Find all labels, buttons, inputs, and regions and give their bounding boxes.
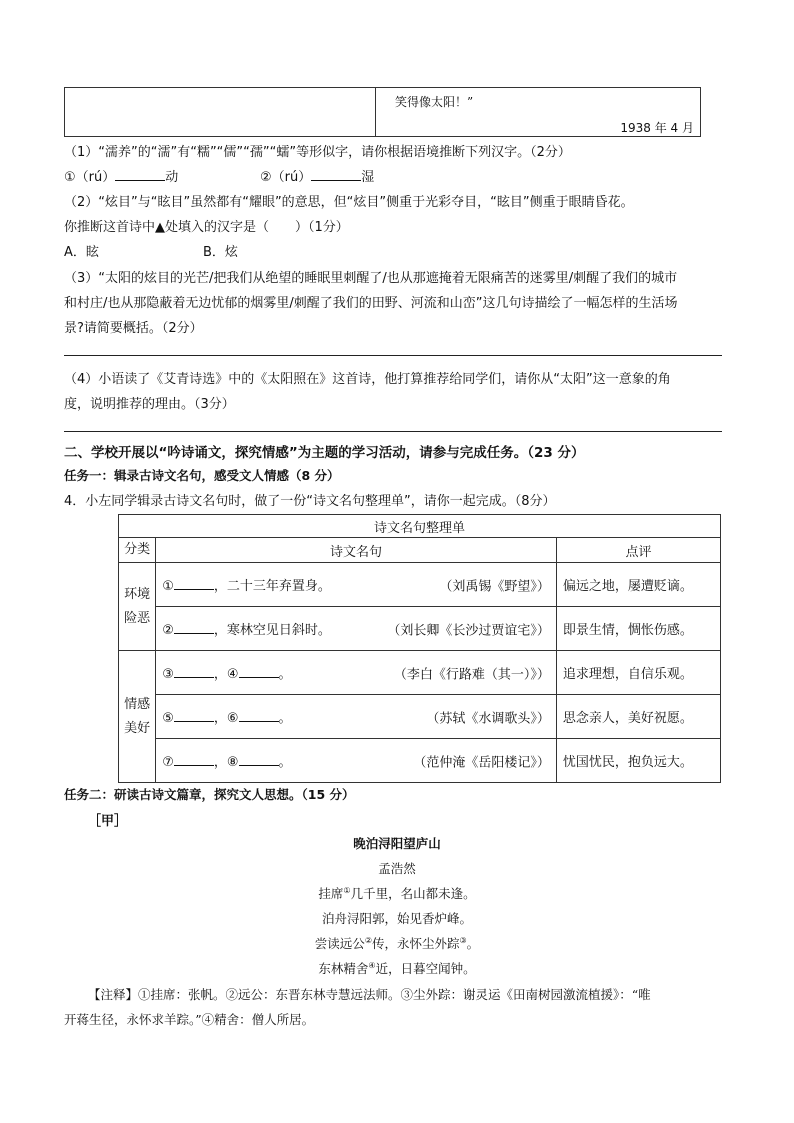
answer-blank[interactable] xyxy=(239,665,279,678)
q1-item2: ②（rú） 湿 xyxy=(260,170,375,185)
q3-line3: 景?请简要概括。（2分） xyxy=(64,321,203,336)
poem-title: 晚泊浔阳望庐山 xyxy=(353,836,441,851)
passage-label: ［甲］ xyxy=(88,814,128,829)
answer-blank[interactable] xyxy=(174,665,214,678)
sentence-cell: ② ，寒林空见日斜时。 （刘长卿《长沙过贾谊宅》） xyxy=(156,607,557,651)
sentence-cell: ⑤ ，⑥ 。 （苏轼《水调歌头》） xyxy=(156,695,557,739)
poem-author: 孟浩然 xyxy=(378,861,416,876)
poem-line-1: 挂席①几千里，名山都未逢。 xyxy=(318,885,476,901)
poem-date: 1938 年 4 月 xyxy=(620,121,694,135)
table-title: 诗文名句整理单 xyxy=(119,515,721,538)
q2-option-b[interactable]: B．炫 xyxy=(203,245,238,260)
table-row xyxy=(119,695,721,739)
task1-heading: 任务一：辑录古诗文名句，感受文人情感（8 分） xyxy=(64,468,340,483)
q1-text: （1）“濡养”的“濡”有“糯”“儒”“孺”“蠕”等形似字，请你根据语境推断下列汉字。（2分） xyxy=(64,145,571,160)
answer-blank[interactable] xyxy=(174,709,214,722)
source-text: （刘禹锡《野望》） xyxy=(439,579,550,594)
table-row xyxy=(119,739,721,783)
comment-cell: 思念亲人，美好祝愿。 xyxy=(556,695,720,739)
task2-heading: 任务二：研读古诗文篇章，探究文人思想。（15 分） xyxy=(64,787,355,802)
continued-poem-table xyxy=(64,87,701,137)
q3-line2: 和村庄/也从那隐蔽着无边忧郁的烟雾里/刺醒了我们的田野、河流和山峦”这几句诗描绘了一幅怎样的生活场 xyxy=(64,296,678,311)
header-category: 分类 xyxy=(119,538,156,563)
answer-blank[interactable] xyxy=(239,753,279,766)
q2-line1: （2）“炫目”与“眩目”虽然都有“耀眼”的意思，但“炫目”侧重于光彩夺目，“眩目”侧重于眼睛昏花。 xyxy=(64,195,634,210)
notes-line-1: 【注释】①挂席：张帆。②远公：东晋东林寺慧远法师。③尘外踪：谢灵运《田南树园激流植援》：“唯 xyxy=(88,987,651,1002)
table-row xyxy=(119,651,721,695)
table-row xyxy=(119,607,721,651)
notes-line-2: 开蒋生径，永怀求羊踪。”④精舍：僧人所居。 xyxy=(64,1012,315,1027)
source-text: （苏轼《水调歌头》） xyxy=(426,711,550,726)
category-cell: 环境险恶 xyxy=(119,563,156,651)
q2-line2: 你推断这首诗中▲处填入的汉字是（ ）（1分） xyxy=(64,220,349,235)
answer-blank[interactable] xyxy=(115,168,165,181)
answer-blank[interactable] xyxy=(174,577,214,590)
q2-option-a[interactable]: A．眩 xyxy=(64,245,99,260)
q4-intro: 4．小左同学辑录古诗文名句时，做了一份“诗文名句整理单”，请你一起完成。（8分） xyxy=(64,494,556,509)
answer-line[interactable] xyxy=(64,355,722,356)
source-text: （刘长卿《长沙过贾谊宅》） xyxy=(387,623,550,638)
answer-blank[interactable] xyxy=(311,168,361,181)
header-sentence: 诗文名句 xyxy=(156,538,557,563)
category-cell: 情感美好 xyxy=(119,651,156,783)
poem-ending-line: 笑得像太阳！” xyxy=(395,95,474,109)
answer-blank[interactable] xyxy=(174,621,214,634)
q4-line1: （4）小语读了《艾青诗选》中的《太阳照在》这首诗，他打算推荐给同学们，请你从“太阳”这一意象的角 xyxy=(64,372,671,387)
answer-blank[interactable] xyxy=(174,753,214,766)
comment-cell: 即景生情，惆怅伤感。 xyxy=(556,607,720,651)
answer-blank[interactable] xyxy=(239,709,279,722)
section2-heading: 二、学校开展以“吟诗诵文，探究情感”为主题的学习活动，请参与完成任务。（23 分） xyxy=(64,445,585,461)
answer-line[interactable] xyxy=(64,431,722,432)
q4-line2: 度，说明推荐的理由。（3分） xyxy=(64,397,235,412)
sentence-cell: ① ，二十三年弃置身。 （刘禹锡《野望》） xyxy=(156,563,557,607)
source-text: （范仲淹《岳阳楼记》） xyxy=(413,755,550,770)
header-comment: 点评 xyxy=(556,538,720,563)
q1-item1: ①（rú） 动 xyxy=(64,170,179,185)
comment-cell: 忧国忧民，抱负远大。 xyxy=(556,739,720,783)
poem-sentence-table xyxy=(118,514,721,783)
table-divider xyxy=(375,88,376,136)
q3-line1: （3）“太阳的炫目的光芒/把我们从绝望的睡眠里刺醒了/也从那遮掩着无限痛苦的迷雾里/刺醒了我们的城市 xyxy=(64,271,678,286)
sentence-cell: ③ ，④ 。 （李白《行路难（其一）》） xyxy=(156,651,557,695)
comment-cell: 偏远之地，屡遭贬谪。 xyxy=(556,563,720,607)
sentence-cell: ⑦ ，⑧ 。 （范仲淹《岳阳楼记》） xyxy=(156,739,557,783)
poem-line-4: 东林精舍④近，日暮空闻钟。 xyxy=(318,960,476,976)
poem-line-2: 泊舟浔阳郭，始见香炉峰。 xyxy=(321,911,472,926)
source-text: （李白《行路难（其一）》） xyxy=(393,667,550,682)
comment-cell: 追求理想，自信乐观。 xyxy=(556,651,720,695)
table-row xyxy=(119,563,721,607)
poem-line-3: 尝读远公②传，永怀尘外踪③。 xyxy=(314,935,480,951)
